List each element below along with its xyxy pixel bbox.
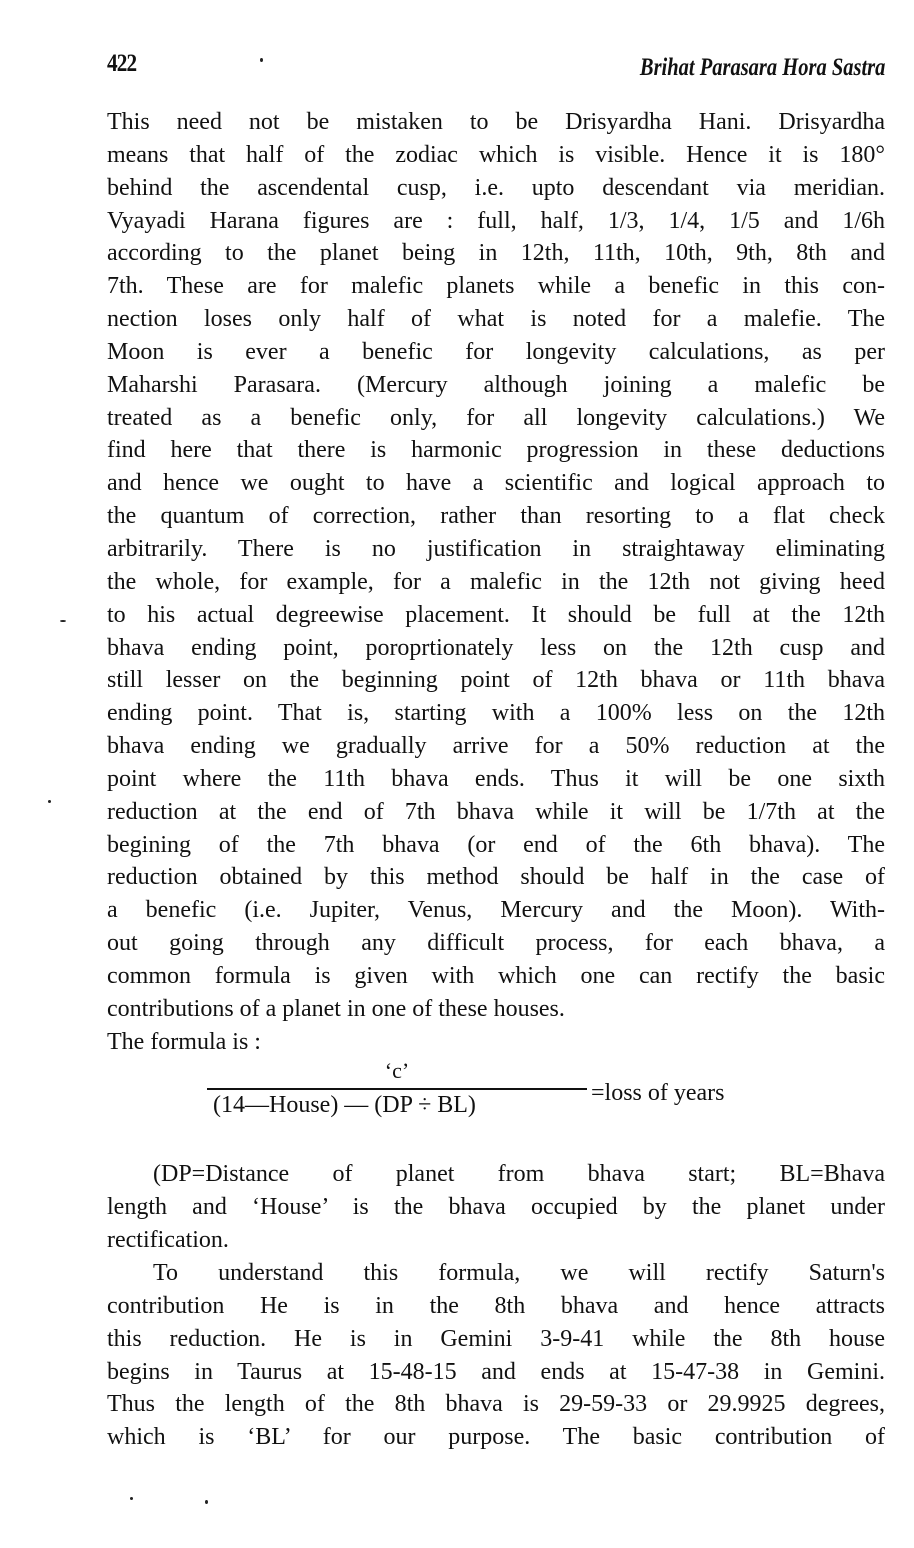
body-text [107, 106, 885, 1454]
paragraph-2 [107, 1158, 885, 1257]
paragraph-1 [107, 106, 885, 1058]
text-line: a benefic (i.e. Jupiter, Venus, Mercury and the Moon). With- [107, 897, 885, 924]
text-line: length and ‘House’ is the bhava occupied by the planet under [107, 1194, 885, 1221]
text-line: (DP=Distance of planet from bhava start; BL=Bhava [153, 1161, 885, 1188]
text-line: To understand this formula, we will rectify Saturn's [153, 1260, 885, 1286]
text-line: begining of the 7th bhava (or end of the 6th bhava). The [107, 831, 885, 858]
text-line: 7th. These are for malefic planets while a benefic in this con- [107, 273, 885, 300]
text-line: reduction obtained by this method should be half in the case of [107, 864, 885, 891]
scan-speck [205, 1500, 208, 1504]
formula-numerator: ‘c’ [384, 1058, 410, 1084]
running-title: Brihat Parasara Hora Sastra [639, 54, 885, 81]
text-line: rectification. [107, 1227, 229, 1254]
text-line: arbitrarily. There is no justification in straightaway eliminating [107, 535, 885, 562]
text-line: point where the 11th bhava ends. Thus it will be one sixth [107, 765, 885, 792]
formula [107, 1058, 885, 1158]
text-line: treated as a benefic only, for all longevity calculations.) We [107, 404, 885, 431]
text-line: which is ‘BL’ for our purpose. The basic contribution of [107, 1424, 885, 1451]
scan-speck [260, 58, 263, 62]
text-line: according to the planet being in 12th, 11th, 10th, 9th, 8th and [107, 240, 885, 267]
text-line: and hence we ought to have a scientific and logical approach to [107, 470, 885, 497]
scan-speck [48, 800, 51, 803]
text-line: Maharshi Parasara. (Mercury although joining a malefic be [107, 371, 885, 398]
formula-denominator: (14—House) — (DP ÷ BL) [213, 1092, 476, 1119]
formula-intro: The formula is : [107, 1028, 261, 1055]
text-line: Thus the length of the 8th bhava is 29-59-33 or 29.9925 degrees, [107, 1391, 885, 1418]
paragraph-3 [107, 1257, 885, 1454]
text-line: the whole, for example, for a malefic in the 12th not giving heed [107, 568, 885, 595]
text-line: contribution He is in the 8th bhava and hence attracts [107, 1292, 885, 1319]
text-line: means that half of the zodiac which is visible. Hence it is 180° [107, 141, 885, 168]
text-line: ending point. That is, starting with a 100% less on the 12th [107, 700, 885, 727]
text-line: find here that there is harmonic progression in these deductions [107, 437, 885, 464]
text-line: bhava ending point, poroprtionately less on the 12th cusp and [107, 634, 885, 661]
text-line: begins in Taurus at 15-48-15 and ends at 15-47-38 in Gemini. [107, 1358, 885, 1385]
text-line: the quantum of correction, rather than resorting to a flat check [107, 503, 885, 530]
text-line: This need not be mistaken to be Drisyardha Hani. Drisyardha [107, 109, 885, 135]
text-line: still lesser on the beginning point of 12th bhava or 11th bhava [107, 667, 885, 694]
formula-result: =loss of years [591, 1080, 725, 1107]
text-line: behind the ascendental cusp, i.e. upto descendant via meridian. [107, 174, 885, 201]
text-line: nection loses only half of what is noted for a malefie. The [107, 306, 885, 333]
text-line: out going through any difficult process, for each bhava, a [107, 930, 885, 957]
text-line: bhava ending we gradually arrive for a 50% reduction at the [107, 733, 885, 760]
text-line: this reduction. He is in Gemini 3-9-41 while the 8th house [107, 1325, 885, 1352]
scan-speck [130, 1497, 133, 1500]
text-line: contributions of a planet in one of these houses. [107, 995, 565, 1022]
page-number: 422 [107, 50, 137, 77]
text-line: to his actual degreewise placement. It should be full at the 12th [107, 601, 885, 628]
text-line: reduction at the end of 7th bhava while it will be 1/7th at the [107, 798, 885, 825]
text-line: common formula is given with which one can rectify the basic [107, 962, 885, 989]
text-line: Vyayadi Harana figures are : full, half, 1/3, 1/4, 1/5 and 1/6h [107, 207, 885, 234]
fraction-bar [207, 1088, 587, 1090]
text-line: Moon is ever a benefic for longevity calculations, as per [107, 338, 885, 365]
page-header [107, 50, 885, 90]
scan-speck [60, 620, 66, 622]
